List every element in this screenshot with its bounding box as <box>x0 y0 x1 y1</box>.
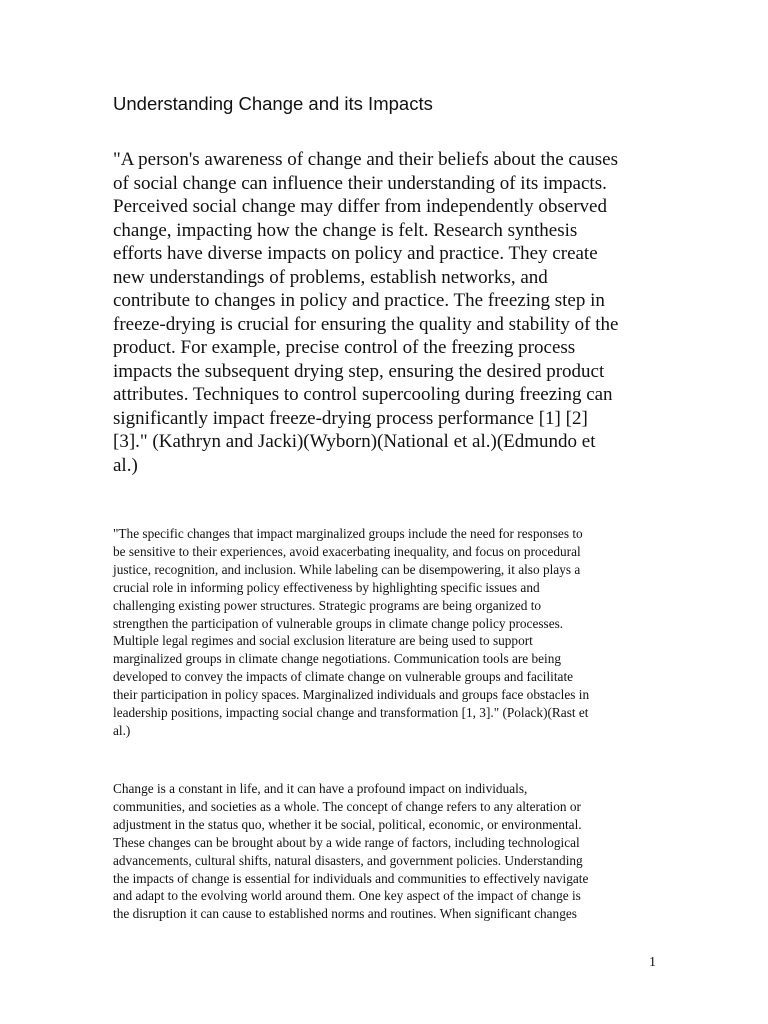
paragraph-line: "A person's awareness of change and their beliefs about the causes <box>113 149 619 170</box>
paragraph-line: impacts the subsequent drying step, ensuring the desired product <box>113 360 605 382</box>
paragraph-line: advancements, cultural shifts, natural disasters, and government policies. Understanding <box>113 852 583 868</box>
paragraph-line: justice, recognition, and inclusion. While labeling can be disempowering, it also plays a <box>113 561 581 577</box>
paragraph-line: product. For example, precise control of the freezing process <box>113 337 576 358</box>
paragraph-line: marginalized groups in climate change negotiations. Communication tools are being <box>113 651 562 667</box>
paragraph-quote-marginalized-groups <box>113 525 589 740</box>
paragraph-line: change, impacting how the change is felt. Research synthesis <box>113 219 578 241</box>
paragraph-line: communities, and societies as a whole. The concept of change refers to any alteration or <box>113 798 581 814</box>
page-number: 1 <box>649 955 656 970</box>
paragraph-line: Perceived social change may differ from independently observed <box>113 196 607 217</box>
paragraph-line: al.) <box>113 454 138 476</box>
paragraph-line: of social change can influence their understanding of its impacts. <box>113 172 607 194</box>
paragraph-line: efforts have diverse impacts on policy and practice. They create <box>113 243 598 264</box>
paragraph-line: adjustment in the status quo, whether it be social, political, economic, or environmental. <box>113 816 582 832</box>
paragraph-line: developed to convey the impacts of climate change on vulnerable groups and facilitate <box>113 669 574 685</box>
paragraph-line: al.) <box>113 722 131 738</box>
paragraph-line: their participation in policy spaces. Marginalized individuals and groups face obstacles in <box>113 687 590 703</box>
paragraph-line: [3]." (Kathryn and Jacki)(Wyborn)(National et al.)(Edmundo et <box>113 431 596 452</box>
paragraph-line: crucial role in informing policy effectiveness by highlighting specific issues and <box>113 579 540 595</box>
paragraph-line: Change is a constant in life, and it can have a profound impact on individuals, <box>113 781 528 796</box>
paragraph-line: contribute to changes in policy and practice. The freezing step in <box>113 290 605 311</box>
paragraph-line: the impacts of change is essential for individuals and communities to effectively navigate <box>113 870 589 886</box>
paragraph-line: the disruption it can cause to established norms and routines. When significant changes <box>113 906 577 922</box>
paragraph-line: be sensitive to their experiences, avoid exacerbating inequality, and focus on procedural <box>113 543 581 559</box>
paragraph-line: new understandings of problems, establish networks, and <box>113 266 548 288</box>
paragraph-line: freeze-drying is crucial for ensuring the quality and stability of the <box>113 313 619 335</box>
paragraph-line: leadership positions, impacting social change and transformation [1, 3]." (Polack)(Rast et <box>113 705 589 721</box>
paragraph-line: challenging existing power structures. Strategic programs are being organized to <box>113 597 542 613</box>
paragraph-line: Multiple legal regimes and social exclusion literature are being used to support <box>113 633 533 649</box>
paragraph-line: These changes can be brought about by a wide range of factors, including technological <box>113 834 580 850</box>
paragraph-line: significantly impact freeze-drying process performance [1] [2] <box>113 407 588 429</box>
paragraph-line: attributes. Techniques to control supercooling during freezing can <box>113 384 613 405</box>
paragraph-change-constant <box>113 780 588 923</box>
paragraph-line: "The specific changes that impact marginalized groups include the need for responses to <box>113 526 583 541</box>
paragraph-line: strengthen the participation of vulnerable groups in climate change policy processes. <box>113 615 564 631</box>
paragraph-line: and adapt to the evolving world around them. One key aspect of the impact of change is <box>113 888 581 904</box>
paragraph-quote-social-change <box>113 148 618 477</box>
document-title: Understanding Change and its Impacts <box>113 93 433 114</box>
